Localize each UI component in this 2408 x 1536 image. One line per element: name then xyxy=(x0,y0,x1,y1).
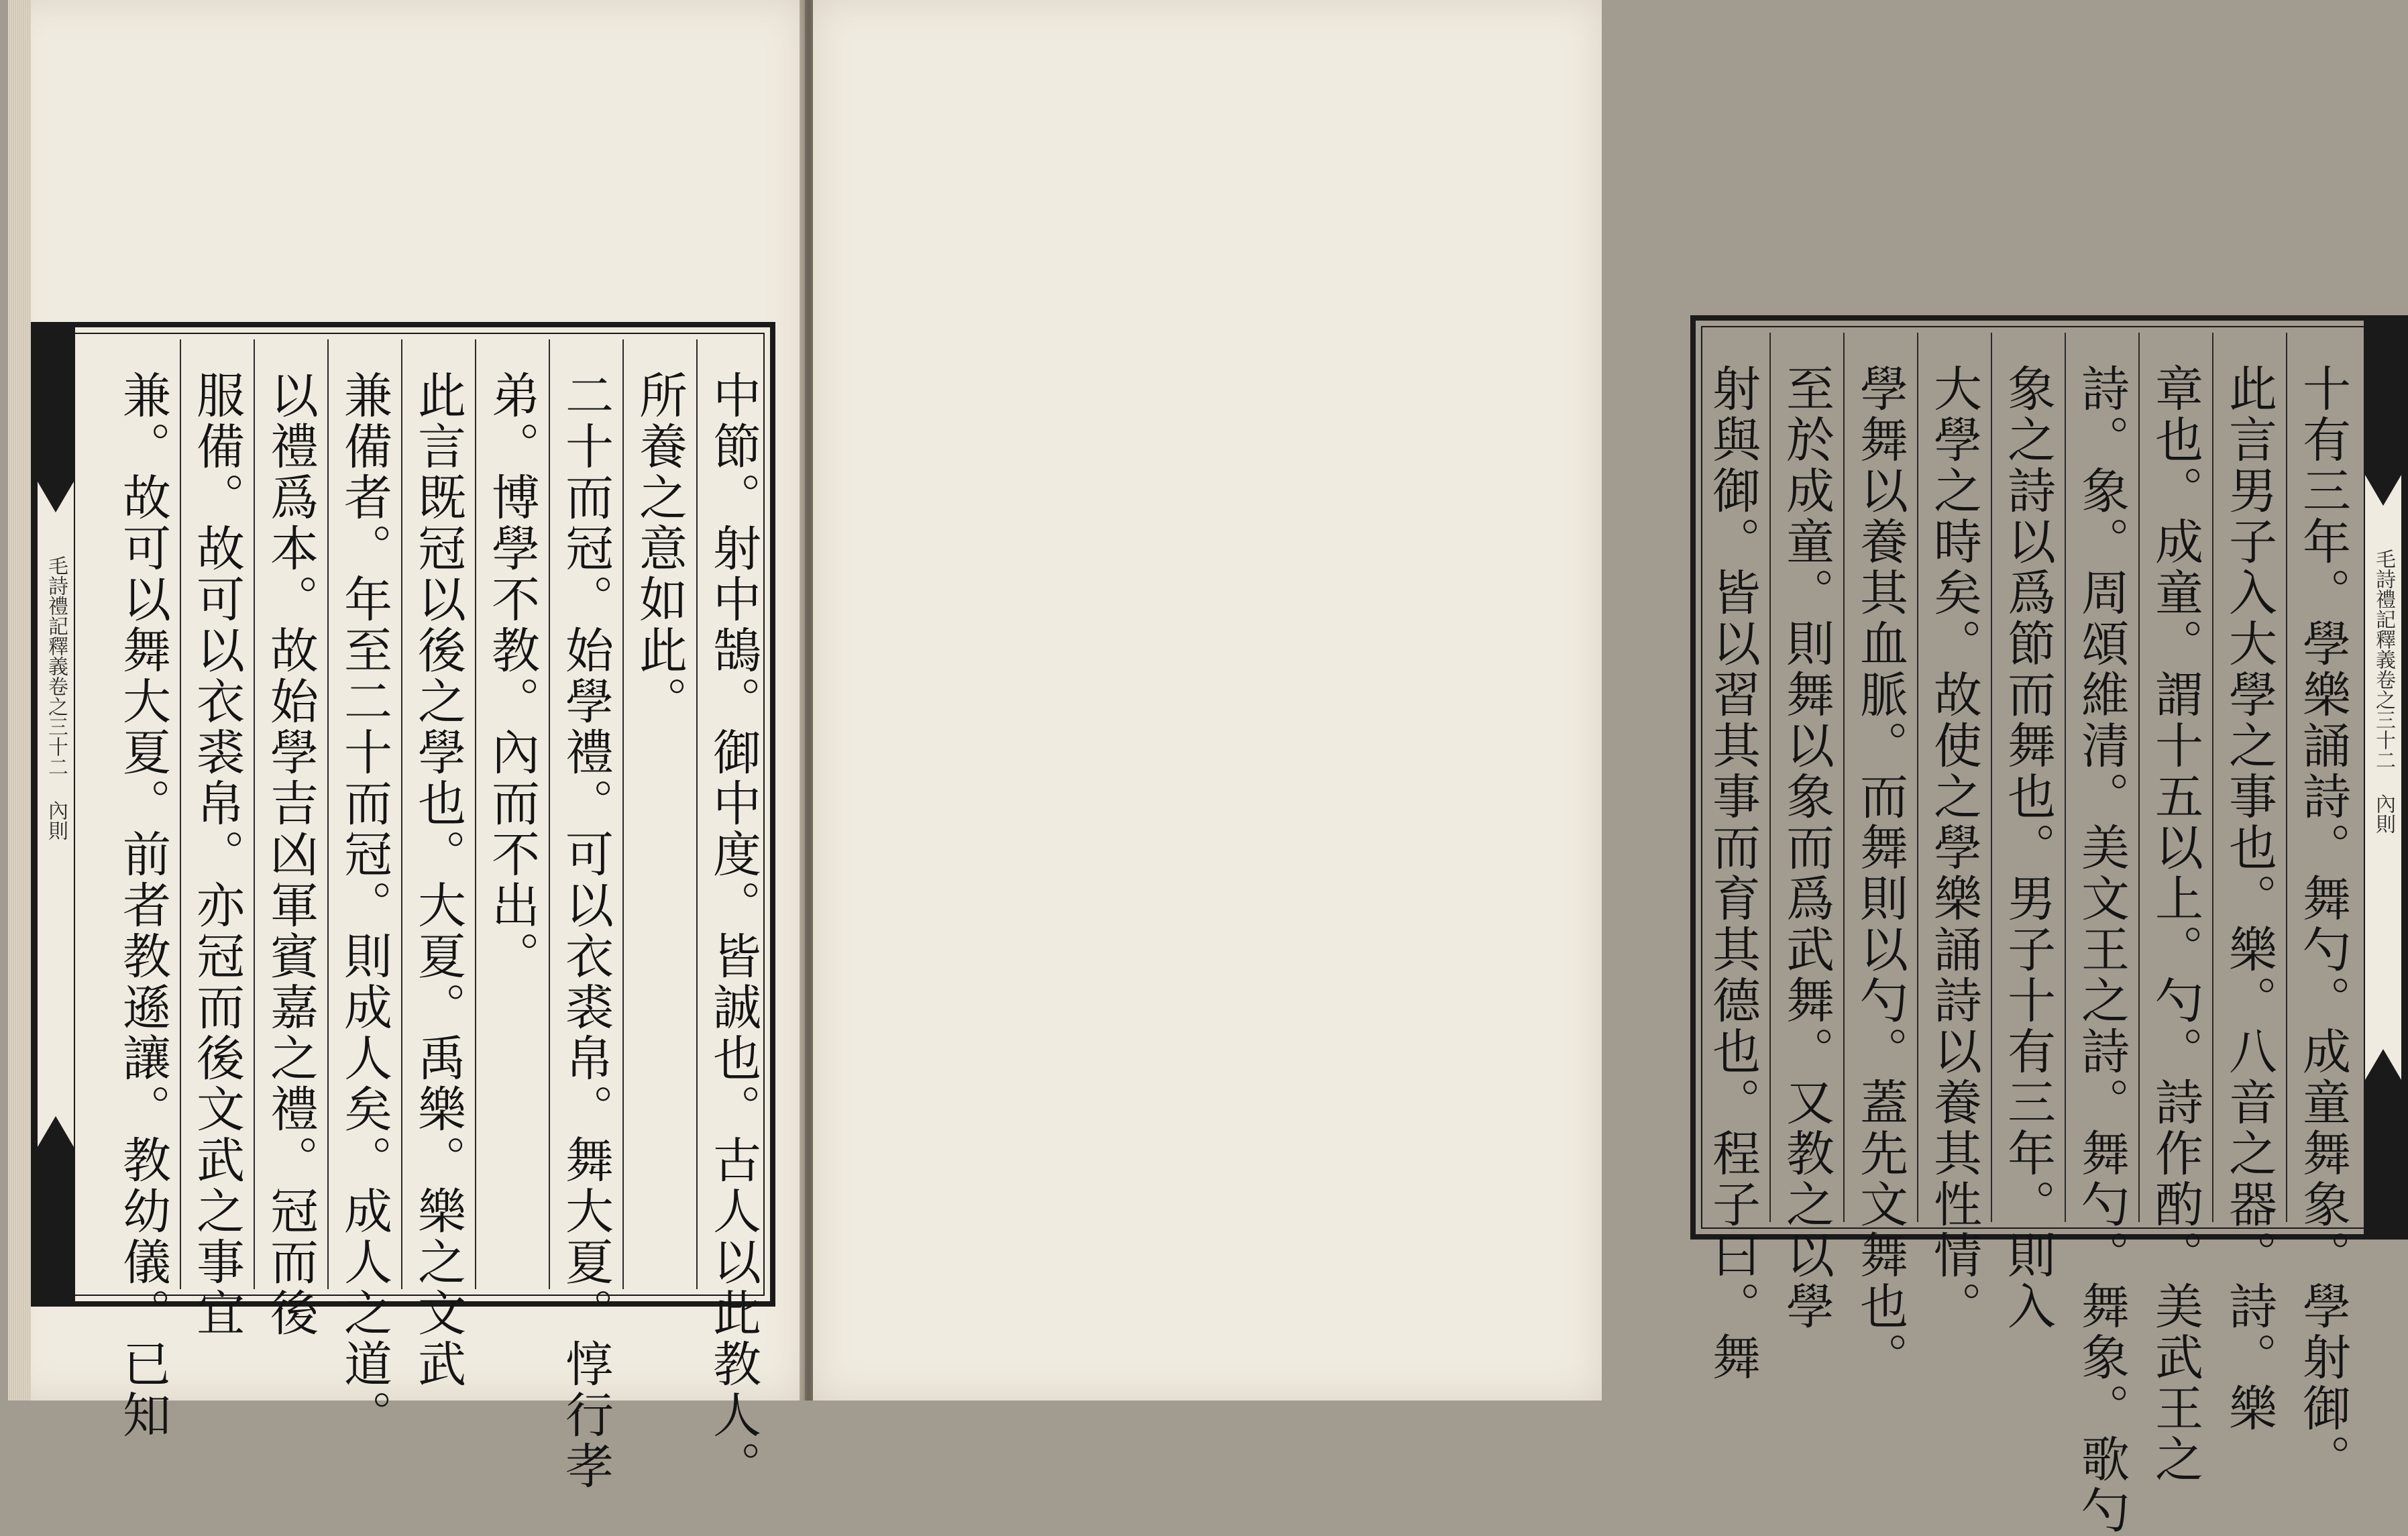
left-column-3: 二十而冠。始學禮。可以衣裘帛。舞大夏。惇行孝 xyxy=(549,339,622,1289)
left-column-7: 以禮爲本。故始學吉凶軍賓嘉之禮。冠而後 xyxy=(254,339,327,1289)
right-column-6: 大學之時矣。故使之學樂誦詩以養其性情。 xyxy=(1917,333,1991,1222)
page-edges xyxy=(8,0,31,1401)
right-columns xyxy=(1702,333,2360,1536)
right-text-frame xyxy=(1690,315,2408,1536)
right-column-1: 十有三年。學樂誦詩。舞勺。成童舞象。學射御。 xyxy=(2286,333,2360,1222)
fish-wedge-top xyxy=(38,482,74,512)
right-column-5: 象之詩以爲節而舞也。男子十有三年。則入 xyxy=(1991,333,2065,1222)
fish-wedge-bottom xyxy=(2365,1049,2401,1080)
right-page xyxy=(813,0,2395,1536)
right-center-column xyxy=(2364,321,2403,1234)
left-page xyxy=(8,0,805,1492)
left-text-frame xyxy=(31,322,775,1492)
right-column-3: 章也。成童。謂十五以上。勺。詩作酌。美武王之 xyxy=(2138,333,2212,1222)
fish-tail-bottom xyxy=(38,1147,74,1301)
left-column-9: 兼。故可以舞大夏。前者教遜讓。教幼儀。已知 xyxy=(115,370,171,1441)
left-columns xyxy=(79,339,770,1492)
fish-tail-bottom xyxy=(2365,1080,2401,1234)
left-column-5: 此言既冠以後之學也。大夏。禹樂。樂之文武 xyxy=(401,339,475,1289)
left-column-4: 弟。博學不教。內而不出。 xyxy=(475,339,549,1289)
left-center-column xyxy=(36,327,75,1301)
right-banxin-title: 毛詩禮記釋義卷之三十二 內則 xyxy=(2372,549,2395,834)
left-banxin-title: 毛詩禮記釋義卷之三十二 內則 xyxy=(44,555,68,840)
right-column-2: 此言男子入大學之事也。樂。八音之器。詩。樂 xyxy=(2212,333,2286,1222)
left-column-8: 服備。故可以衣裘帛。亦冠而後文武之事宜 xyxy=(180,339,254,1289)
right-column-4: 詩。象。周頌維清。美文王之詩。舞勺。舞象。歌勺 xyxy=(2065,333,2138,1222)
right-column-9: 射與御。皆以習其事而育其德也。程子曰。舞 xyxy=(1704,364,1761,1383)
left-column-6: 兼備者。年至二十而冠。則成人矣。成人之道。 xyxy=(327,339,401,1289)
fish-wedge-top xyxy=(2365,475,2401,506)
right-column-7: 學舞以養其血脈。而舞則以勺。蓋先文舞也。 xyxy=(1843,333,1917,1222)
fish-tail-top xyxy=(38,327,74,482)
fish-wedge-bottom xyxy=(38,1116,74,1147)
left-column-1: 中節。射中鵠。御中度。皆誠也。古人以此教人。 xyxy=(696,339,770,1289)
right-column-8: 至於成童。則舞以象而爲武舞。又教之以學 xyxy=(1769,333,1843,1222)
left-column-2: 所養之意如此。 xyxy=(622,339,696,1289)
fish-tail-top xyxy=(2365,321,2401,475)
